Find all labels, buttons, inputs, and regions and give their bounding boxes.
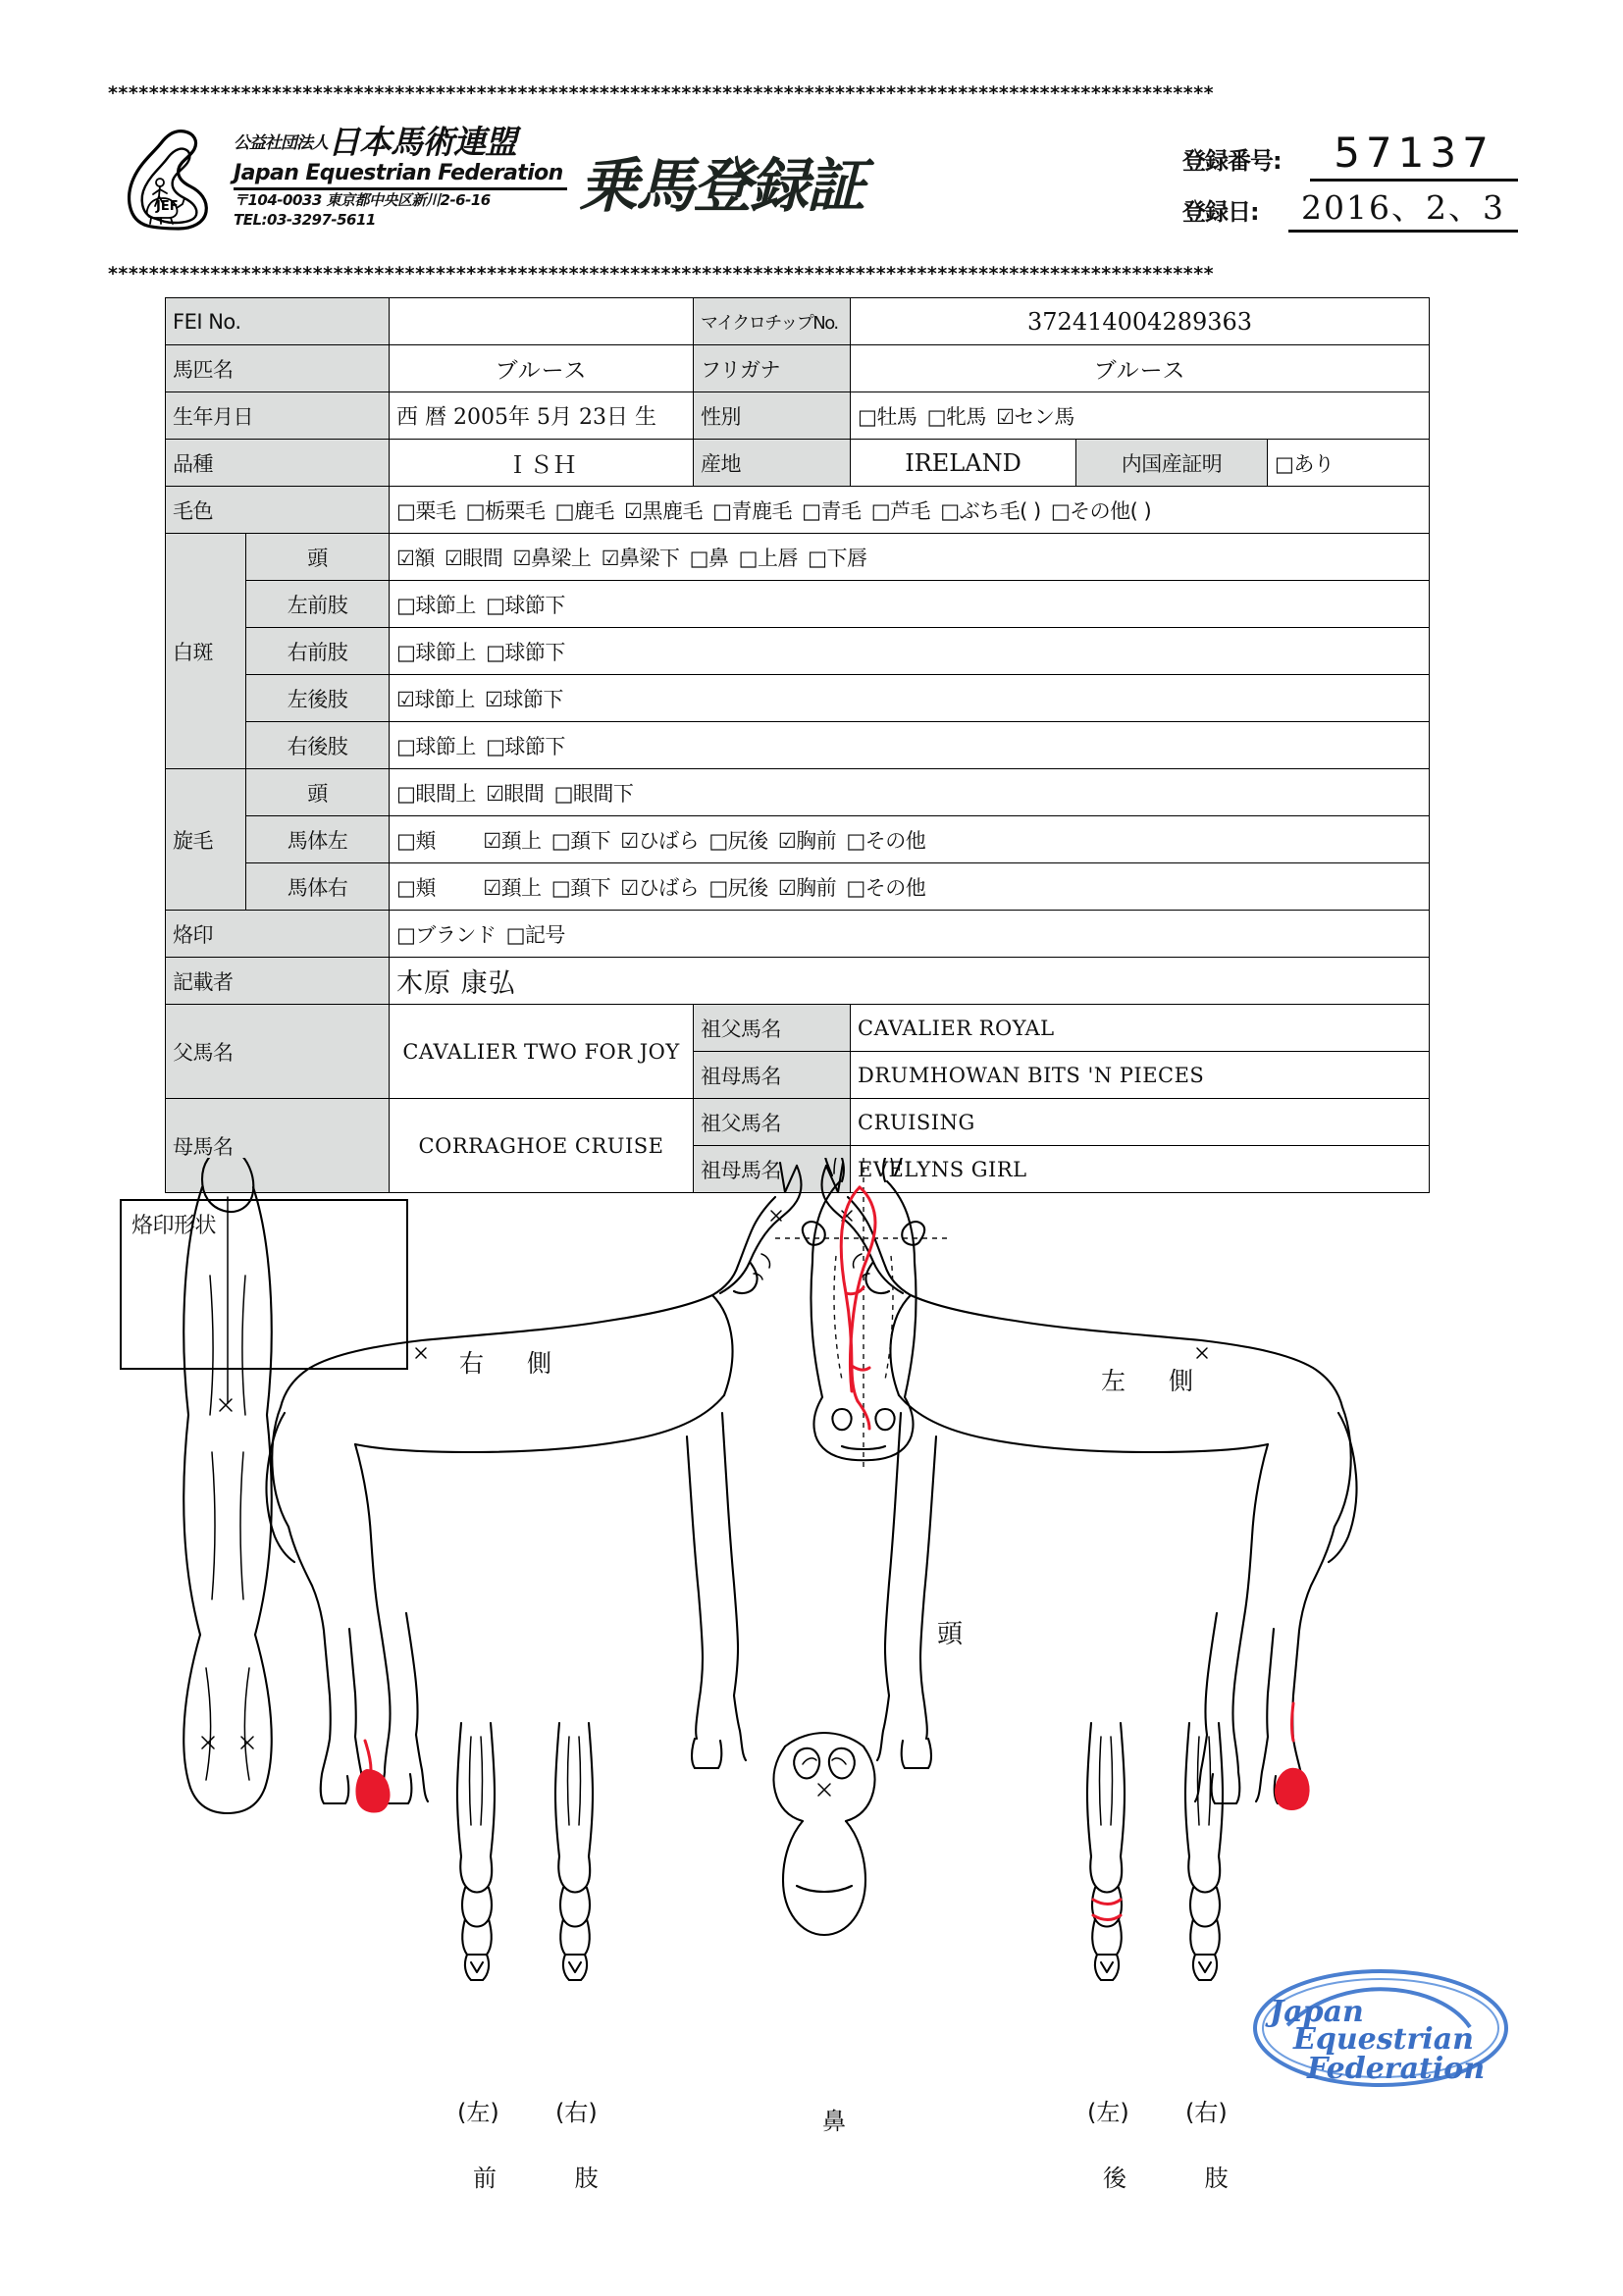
registration-date-label: 登録日: (1182, 198, 1259, 226)
horse-markings-diagram (0, 1158, 1623, 2296)
microchip-value: 372414004289363 (851, 298, 1430, 345)
dam-dam-label: 祖母馬名 (694, 1146, 851, 1193)
coat-option-8[interactable]: □その他( ) (1050, 498, 1152, 523)
star-rule-bottom: ************************************************************************************************************ (108, 265, 1215, 283)
white-head-option-3[interactable]: ☑鼻梁下 (601, 546, 680, 570)
stamp-line-2: Equestrian (1293, 2022, 1474, 2057)
fei-no-value (390, 298, 694, 345)
sex-options (851, 392, 1430, 440)
registration-date-row (1182, 184, 1521, 241)
white-head-option-4[interactable]: □鼻 (689, 546, 729, 570)
masthead (108, 118, 1521, 255)
sex-option-2[interactable]: ☑セン馬 (996, 404, 1074, 429)
table-row-whorl-head (166, 769, 1430, 816)
sire-sire-value: CAVALIER ROYAL (851, 1005, 1430, 1052)
sire-label: 父馬名 (166, 1005, 390, 1099)
white-label-text: 白斑 (173, 640, 213, 664)
whorl-label (166, 769, 246, 911)
white-limb-label-1: 右前肢 (246, 628, 390, 675)
table-row-white-limb (166, 722, 1430, 769)
whorl-head-option-0[interactable]: □眼間上 (396, 781, 476, 806)
front-right-label: (右) (555, 2099, 598, 2126)
horse-name-value: ブルース (390, 345, 694, 392)
table-row-sire (166, 1005, 1430, 1052)
horse-right-side-figure (266, 1163, 801, 1811)
organization-block (234, 123, 577, 229)
white-limb-0-option-1[interactable]: □球節下 (486, 593, 565, 617)
right-side-label: 右 側 (459, 1349, 569, 1378)
head-label: 頭 (937, 1620, 964, 1649)
table-row-recorder (166, 958, 1430, 1005)
whorl-body-0-option-2[interactable]: □頚下 (550, 828, 611, 853)
hind-left-label: (左) (1087, 2099, 1129, 2126)
white-head-label: 頭 (246, 534, 390, 581)
table-row-whorl-body (166, 863, 1430, 911)
origin-value: IRELAND (851, 440, 1076, 487)
white-limb-options-1 (390, 628, 1430, 675)
whorl-body-0-option-6[interactable]: □その他 (846, 828, 926, 853)
whorl-head-label: 頭 (246, 769, 390, 816)
white-limb-3-option-1[interactable]: □球節下 (486, 734, 565, 758)
coat-label: 毛色 (166, 487, 390, 534)
hind-limbs-label: 後 肢 (1103, 2165, 1264, 2192)
dam-sire-value: CRUISING (851, 1099, 1430, 1146)
table-row-fei (166, 298, 1430, 345)
brand-label: 烙印 (166, 911, 390, 958)
white-limb-2-option-1[interactable]: ☑球節下 (485, 687, 563, 711)
white-label (166, 534, 246, 769)
whorl-body-1-option-1[interactable]: ☑頚上 (483, 875, 542, 900)
sex-option-0[interactable]: □牡馬 (858, 404, 917, 429)
organization-tel: TEL:03-3297-5611 (234, 210, 376, 229)
dam-label: 母馬名 (166, 1099, 390, 1193)
muzzle-figure (773, 1733, 874, 1935)
breed-value: ＩＳＨ (390, 440, 694, 487)
white-limb-1-option-1[interactable]: □球節下 (486, 640, 565, 664)
recorder-value: 木原 康弘 (390, 958, 1430, 1005)
whorl-body-1-option-6[interactable]: □その他 (846, 875, 926, 900)
coat-option-1[interactable]: □栃栗毛 (465, 498, 546, 523)
organization-address: 〒104-0033 東京都中央区新川2-6-16 (234, 191, 491, 209)
coat-option-3[interactable]: ☑黒鹿毛 (624, 498, 703, 523)
nose-label: 鼻 (822, 2108, 846, 2135)
whorl-body-options-1 (390, 863, 1430, 911)
sex-label: 性別 (694, 392, 851, 440)
brand-option-0[interactable]: □ブランド (396, 922, 497, 947)
table-row-dam (166, 1099, 1430, 1146)
domestic-cert-option[interactable]: □あり (1268, 440, 1430, 487)
coat-option-5[interactable]: □青毛 (802, 498, 862, 523)
brand-shape-label: 烙印形状 (131, 1214, 217, 1238)
white-head-options (390, 534, 1430, 581)
horse-rear-top-figure (183, 1158, 272, 1813)
stamp-line-1: Japan (1270, 1995, 1364, 2029)
birth-label: 生年月日 (166, 392, 390, 440)
whorl-body-label-1: 馬体右 (246, 863, 390, 911)
org-divider (234, 187, 567, 190)
sex-option-1[interactable]: □牝馬 (926, 404, 986, 429)
organization-name-jp (234, 123, 577, 161)
white-limb-1-option-0[interactable]: □球節上 (396, 640, 476, 664)
white-limb-2-option-0[interactable]: ☑球節上 (396, 687, 475, 711)
whorl-label-text: 旋毛 (173, 828, 213, 853)
origin-label: 産地 (694, 440, 851, 487)
white-limb-label-2: 左後肢 (246, 675, 390, 722)
whorl-head-option-2[interactable]: □眼間下 (553, 781, 634, 806)
dam-sire-label: 祖父馬名 (694, 1099, 851, 1146)
furigana-value: ブルース (851, 345, 1430, 392)
registration-number-label: 登録番号: (1182, 147, 1282, 175)
table-row-breed (166, 440, 1430, 487)
table-row-white-limb (166, 628, 1430, 675)
coat-options (390, 487, 1430, 534)
coat-option-4[interactable]: □青鹿毛 (712, 498, 792, 523)
white-limb-options-0 (390, 581, 1430, 628)
document-title: 乗馬登録証 (579, 152, 864, 221)
org-prefix: 公益社団法人 (234, 133, 328, 153)
white-head-option-5[interactable]: □上唇 (738, 546, 798, 570)
white-head-option-2[interactable]: ☑鼻梁上 (512, 546, 592, 570)
whorl-body-0-option-0[interactable]: □頬 (396, 828, 436, 853)
white-limb-label-0: 左前肢 (246, 581, 390, 628)
org-name-jp-text: 日本馬術連盟 (328, 123, 516, 161)
white-head-option-1[interactable]: ☑眼間 (445, 546, 503, 570)
coat-option-7[interactable]: □ぶち毛( ) (940, 498, 1041, 523)
sire-dam-label: 祖母馬名 (694, 1052, 851, 1099)
whorl-body-0-option-1[interactable]: ☑頚上 (483, 828, 542, 853)
whorl-body-1-option-5[interactable]: ☑胸前 (777, 875, 837, 900)
organization-name-en: Japan Equestrian Federation (234, 161, 563, 185)
whorl-body-1-option-2[interactable]: □頚下 (550, 875, 611, 900)
table-row-white-limb (166, 675, 1430, 722)
furigana-label: フリガナ (694, 345, 851, 392)
whorl-head-options (390, 769, 1430, 816)
whorl-body-1-option-0[interactable]: □頬 (396, 875, 436, 900)
front-limbs-figure (457, 1723, 593, 1980)
sire-value: CAVALIER TWO FOR JOY (390, 1005, 694, 1099)
recorder-label: 記載者 (166, 958, 390, 1005)
table-row-coat (166, 487, 1430, 534)
domestic-cert-label: 内国産証明 (1076, 440, 1268, 487)
white-limb-3-option-0[interactable]: □球節上 (396, 734, 476, 758)
fei-no-label: FEI No. (166, 298, 390, 345)
birth-value: 西 暦 2005年 5月 23日 生 (390, 392, 694, 440)
white-limb-options-2 (390, 675, 1430, 722)
white-limb-label-3: 右後肢 (246, 722, 390, 769)
whorl-body-1-option-3[interactable]: ☑ひばら (620, 875, 700, 900)
whorl-body-1-option-4[interactable]: □尻後 (708, 875, 768, 900)
brand-option-1[interactable]: □記号 (505, 922, 565, 947)
white-head-option-0[interactable]: ☑額 (396, 546, 435, 570)
table-row-whorl-body (166, 816, 1430, 863)
coat-option-0[interactable]: □栗毛 (396, 498, 456, 523)
white-limb-options-3 (390, 722, 1430, 769)
microchip-label: マイクロチップNo. (694, 298, 851, 345)
table-row-birth (166, 392, 1430, 440)
table-row-brand (166, 911, 1430, 958)
registration-date-value: 2016、2、3 (1288, 184, 1518, 233)
whorl-head-option-1[interactable]: ☑眼間 (486, 781, 545, 806)
white-head-option-6[interactable]: □下唇 (808, 546, 867, 570)
registration-number-value: 57137 (1310, 128, 1518, 182)
table-row-horse-name (166, 345, 1430, 392)
dam-value: CORRAGHOE CRUISE (390, 1099, 694, 1193)
whorl-body-0-option-3[interactable]: ☑ひばら (620, 828, 700, 853)
brand-options (390, 911, 1430, 958)
table-row-white-head (166, 534, 1430, 581)
star-rule-top: ************************************************************************************************************ (108, 84, 1215, 102)
front-left-label: (左) (457, 2099, 499, 2126)
sire-dam-value: DRUMHOWAN BITS 'N PIECES (851, 1052, 1430, 1099)
registration-number-row (1182, 128, 1521, 184)
svg-text:JEF: JEF (156, 199, 179, 214)
horse-left-side-figure (822, 1163, 1357, 1809)
stamp-line-3: Federation (1307, 2052, 1486, 2086)
sire-sire-label: 祖父馬名 (694, 1005, 851, 1052)
breed-label: 品種 (166, 440, 390, 487)
jef-logo-icon (118, 126, 226, 234)
whorl-body-label-0: 馬体左 (246, 816, 390, 863)
whorl-body-0-option-4[interactable]: □尻後 (708, 828, 768, 853)
coat-option-6[interactable]: □芦毛 (870, 498, 931, 523)
coat-option-2[interactable]: □鹿毛 (554, 498, 614, 523)
dam-dam-value: EVELYNS GIRL (851, 1146, 1430, 1193)
registration-block (1182, 128, 1521, 241)
horse-head-front-figure (775, 1158, 950, 1472)
horse-details-table (165, 297, 1430, 1193)
left-side-label: 左 側 (1101, 1367, 1211, 1395)
table-row-white-limb (166, 581, 1430, 628)
whorl-body-0-option-5[interactable]: ☑胸前 (777, 828, 837, 853)
whorl-body-options-0 (390, 816, 1430, 863)
hind-right-label: (右) (1185, 2099, 1228, 2126)
white-limb-0-option-0[interactable]: □球節上 (396, 593, 476, 617)
horse-name-label: 馬匹名 (166, 345, 390, 392)
front-limbs-label: 前 肢 (473, 2165, 634, 2192)
